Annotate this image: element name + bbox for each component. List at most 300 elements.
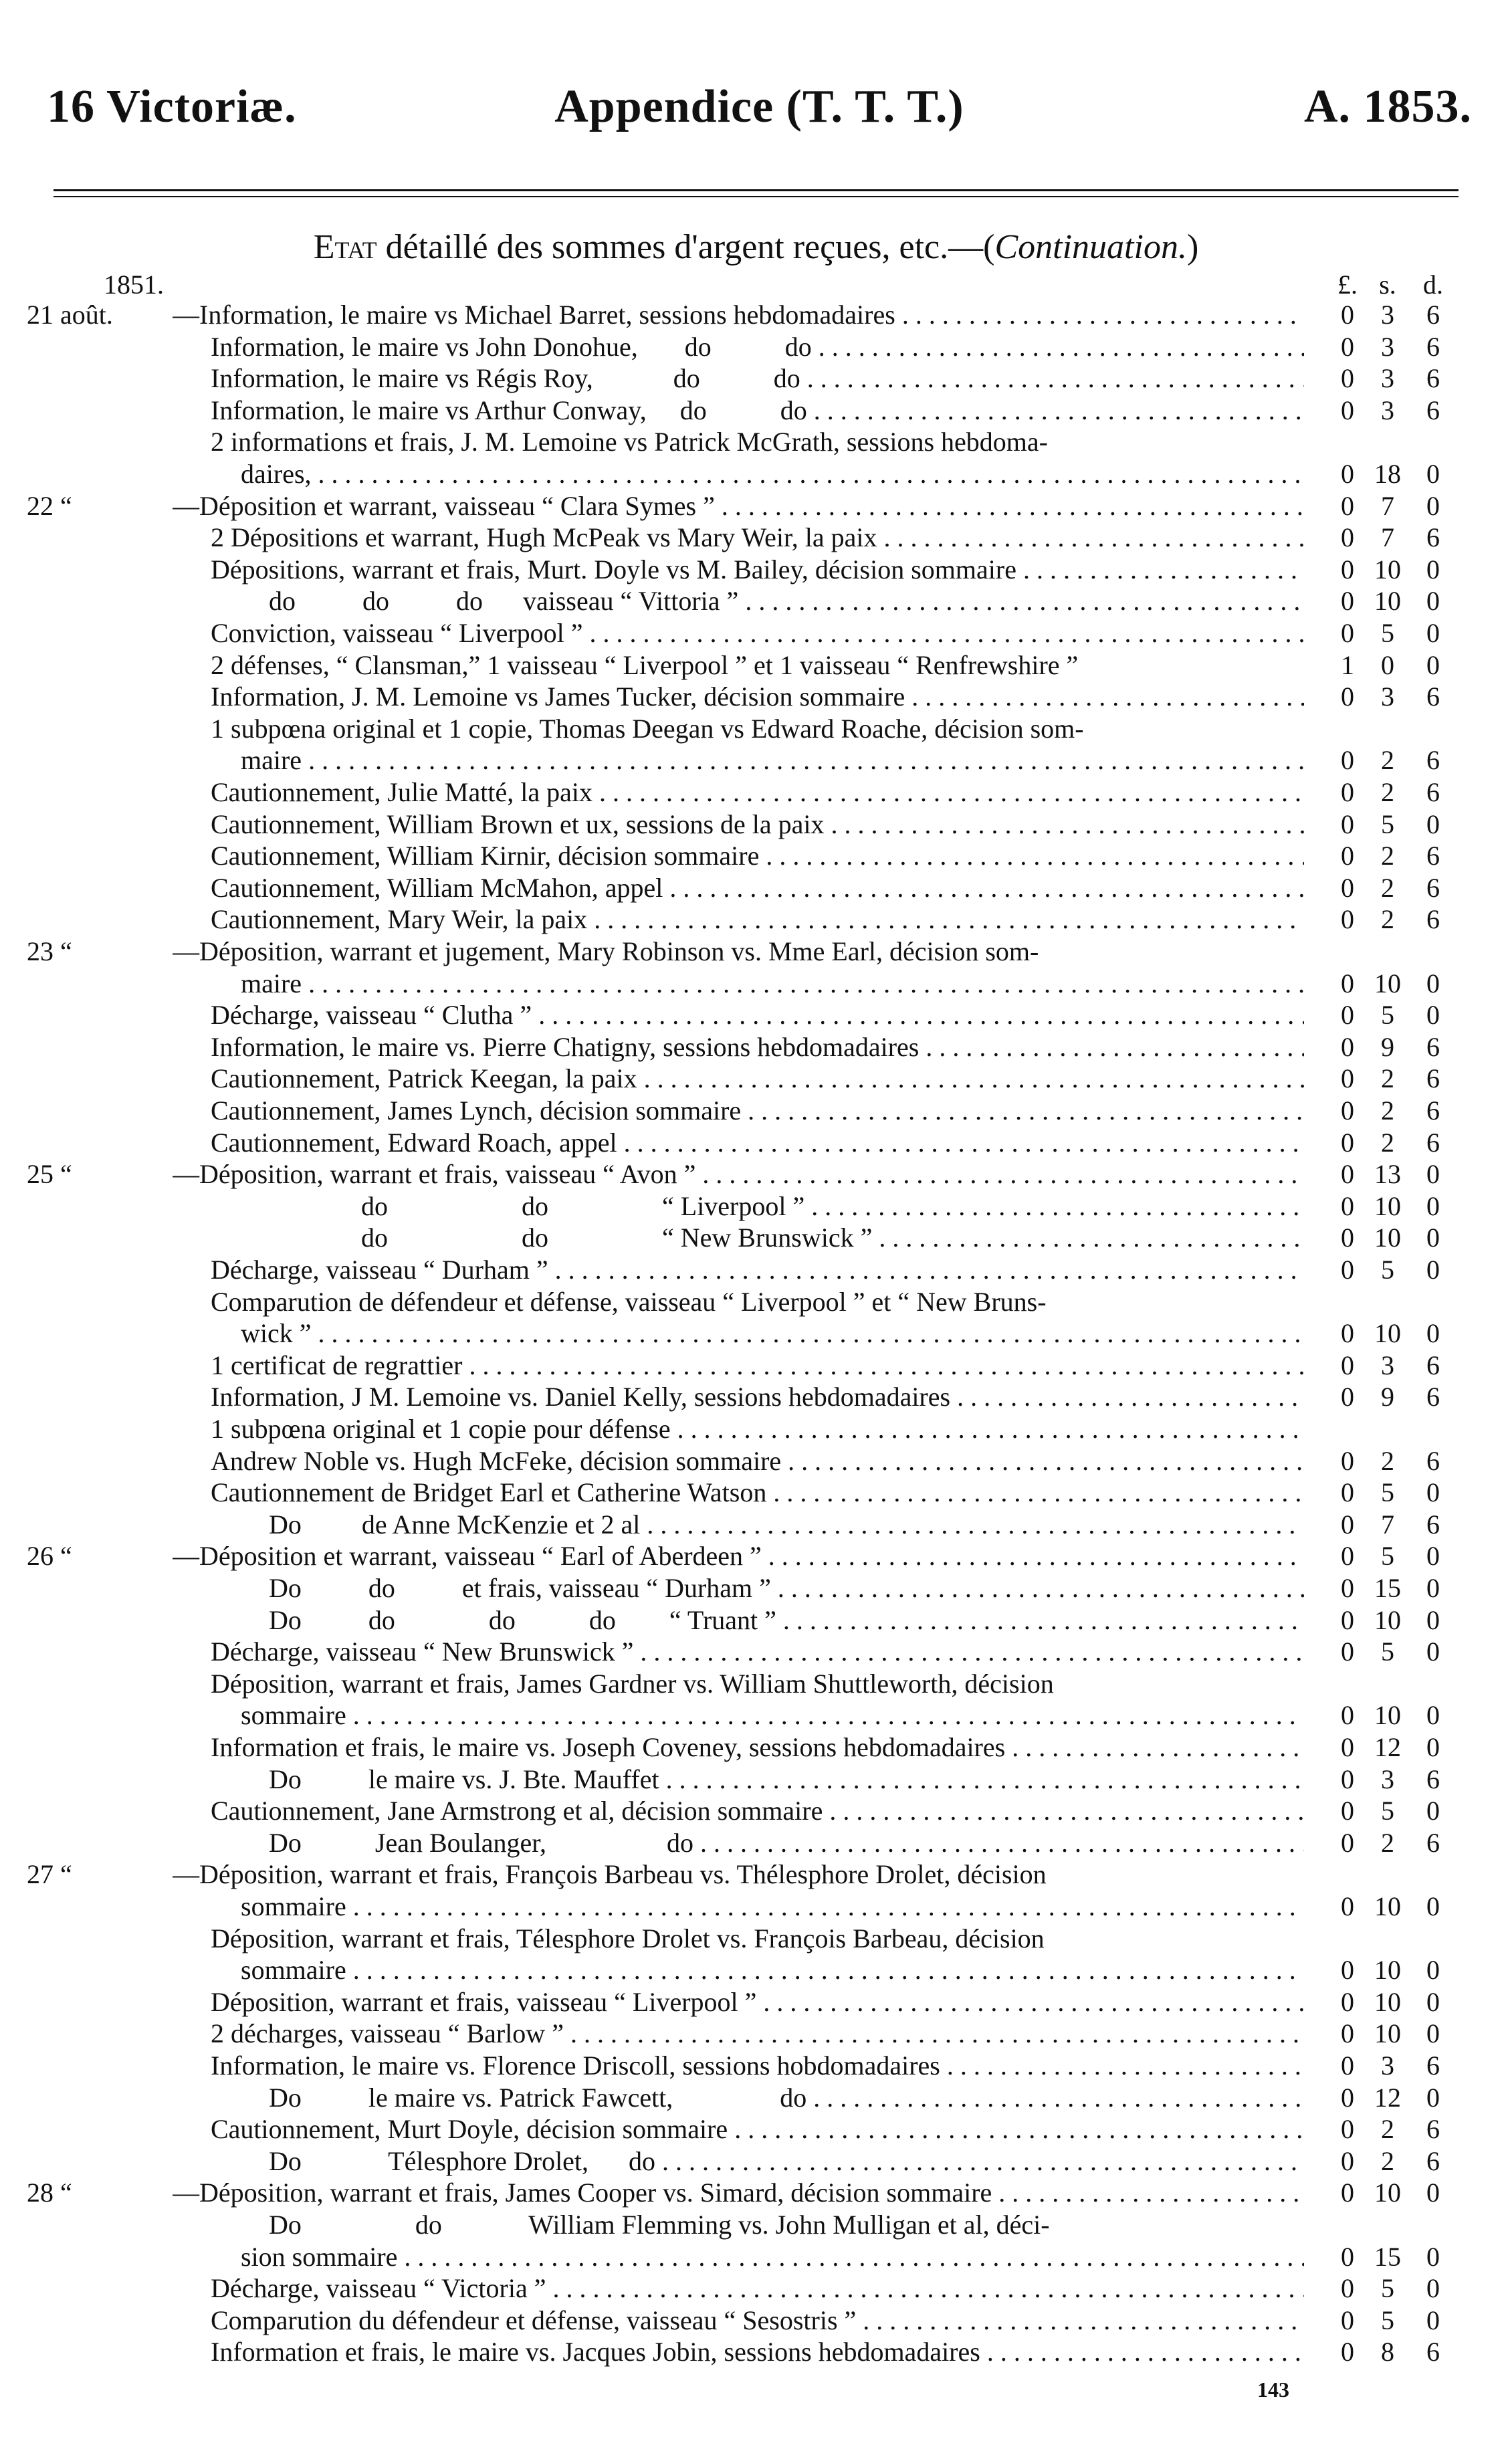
entry-amount bbox=[1327, 841, 1468, 871]
amount-shillings: 10 bbox=[1374, 968, 1401, 998]
ledger-row bbox=[0, 1191, 1512, 1222]
amount-shillings: 9 bbox=[1381, 1031, 1394, 1062]
ledger-row bbox=[0, 1573, 1512, 1604]
entry-description bbox=[269, 586, 1304, 617]
ledger-row bbox=[0, 1764, 1512, 1795]
entry-text: daires, bbox=[241, 459, 312, 489]
entry-amount bbox=[1327, 2337, 1468, 2367]
entry-text: —Déposition, warrant et jugement, Mary Robinson vs. Mme Earl, décision som- bbox=[173, 936, 1039, 966]
entry-amount bbox=[1327, 1095, 1468, 1126]
amount-shillings: 10 bbox=[1374, 1318, 1401, 1349]
entry-text: Cautionnement, Edward Roach, appel bbox=[211, 1127, 617, 1158]
amount-shillings: 0 bbox=[1381, 649, 1394, 680]
title-etat: Etat bbox=[313, 228, 377, 266]
entry-description bbox=[211, 1636, 1304, 1667]
entry-text: do do do vaisseau “ Vittoria ” bbox=[269, 586, 739, 617]
amount-pounds: 0 bbox=[1341, 681, 1354, 712]
ledger-row bbox=[0, 1891, 1512, 1922]
entry-amount bbox=[1327, 2050, 1468, 2081]
entry-description bbox=[211, 618, 1304, 649]
entry-text: —Déposition, warrant et frais, James Cooper vs. Simard, décision sommaire bbox=[173, 2178, 992, 2208]
amount-pounds: 0 bbox=[1341, 1031, 1354, 1062]
amount-shillings: 10 bbox=[1374, 586, 1401, 617]
ledger-row bbox=[0, 1287, 1512, 1317]
ledger-row bbox=[0, 1669, 1512, 1699]
entry-amount bbox=[1327, 2146, 1468, 2177]
entry-amount bbox=[1327, 1828, 1468, 1859]
amount-pounds: 0 bbox=[1341, 1636, 1354, 1667]
amount-shillings: 2 bbox=[1381, 904, 1394, 935]
entry-description bbox=[211, 1128, 1304, 1158]
amount-pence: 0 bbox=[1426, 1000, 1440, 1031]
entry-description bbox=[211, 1987, 1304, 2018]
entry-description bbox=[211, 1255, 1304, 1285]
entry-text: sommaire bbox=[241, 1700, 346, 1731]
amount-shillings: 3 bbox=[1381, 1764, 1394, 1794]
entry-amount bbox=[1327, 650, 1468, 681]
ledger-row bbox=[0, 1541, 1512, 1572]
amount-pounds: 0 bbox=[1341, 777, 1354, 807]
amount-shillings: 2 bbox=[1381, 1063, 1394, 1094]
ledger-row bbox=[0, 2114, 1512, 2145]
amount-pounds: 0 bbox=[1341, 1190, 1354, 1221]
amount-pence: 6 bbox=[1426, 681, 1440, 712]
entry-description bbox=[211, 1287, 1304, 1317]
amount-shillings: 15 bbox=[1374, 2241, 1401, 2272]
ledger-row bbox=[0, 395, 1512, 426]
amount-shillings: 10 bbox=[1374, 1700, 1401, 1731]
amount-shillings: 8 bbox=[1381, 2337, 1394, 2367]
ledger-row bbox=[0, 1255, 1512, 1285]
amount-pence: 6 bbox=[1426, 1827, 1440, 1858]
amount-pounds: 0 bbox=[1341, 1000, 1354, 1031]
entry-amount bbox=[1327, 1477, 1468, 1508]
ledger-row bbox=[0, 1095, 1512, 1126]
entry-description bbox=[211, 904, 1304, 935]
amount-shillings: 10 bbox=[1374, 1955, 1401, 1986]
entry-text: Information, le maire vs. Pierre Chatigny, sessions hebdomadaires bbox=[211, 1031, 920, 1062]
amount-pounds: 0 bbox=[1341, 968, 1354, 998]
amount-pence: 0 bbox=[1426, 2082, 1440, 2113]
entry-description bbox=[241, 1891, 1304, 1922]
entry-text: 2 Dépositions et warrant, Hugh McPeak vs Mary Weir, la paix bbox=[211, 522, 877, 553]
amount-pence: 6 bbox=[1426, 872, 1440, 903]
entry-description bbox=[269, 2083, 1304, 2113]
entry-description bbox=[211, 1732, 1304, 1763]
entry-text: do do “ Liverpool ” bbox=[361, 1190, 805, 1221]
entry-text: Dépositions, warrant et frais, Murt. Doyle vs M. Bailey, décision sommaire bbox=[211, 554, 1016, 585]
entry-amount bbox=[1327, 2178, 1468, 2208]
entry-text: Cautionnement, Mary Weir, la paix bbox=[211, 904, 588, 935]
amount-shillings: 15 bbox=[1374, 1573, 1401, 1603]
amount-pounds: 0 bbox=[1341, 1986, 1354, 2017]
ledger-row bbox=[0, 2146, 1512, 2177]
entry-amount bbox=[1327, 300, 1468, 330]
amount-pounds: 0 bbox=[1341, 2050, 1354, 2081]
entry-description bbox=[211, 714, 1304, 744]
entry-description bbox=[211, 522, 1304, 553]
entry-text: 2 décharges, vaisseau “ Barlow ” bbox=[211, 2018, 564, 2049]
amount-pence: 6 bbox=[1426, 1063, 1440, 1094]
ledger-row bbox=[0, 427, 1512, 457]
ledger-row bbox=[0, 841, 1512, 871]
entry-date: 28 “ bbox=[27, 2178, 72, 2208]
entry-text: Cautionnement, James Lynch, décision sommaire bbox=[211, 1095, 742, 1126]
amount-pounds: 0 bbox=[1341, 2337, 1354, 2367]
amount-pence: 6 bbox=[1426, 2114, 1440, 2145]
ledger-row bbox=[0, 1605, 1512, 1636]
entry-description bbox=[211, 1382, 1304, 1412]
entry-text: sion sommaire bbox=[241, 2241, 398, 2272]
ledger-row bbox=[0, 777, 1512, 808]
entry-description bbox=[211, 650, 1304, 681]
amount-pence: 0 bbox=[1426, 490, 1440, 521]
amount-pence: 0 bbox=[1426, 2305, 1440, 2335]
entry-text: —Déposition, warrant et frais, François Barbeau vs. Thélesphore Drolet, décision bbox=[173, 1859, 1047, 1890]
entry-amount bbox=[1327, 1955, 1468, 1986]
entry-date: 21 août. bbox=[27, 300, 113, 330]
ledger-row bbox=[0, 1223, 1512, 1253]
entry-description bbox=[173, 491, 1304, 522]
entry-amount bbox=[1327, 1636, 1468, 1667]
ledger-row bbox=[0, 2083, 1512, 2113]
ledger-row bbox=[0, 1477, 1512, 1508]
entry-text: Décharge, vaisseau “ New Brunswick ” bbox=[211, 1636, 634, 1667]
ledger-row bbox=[0, 586, 1512, 617]
entry-text: sommaire bbox=[241, 1955, 346, 1986]
entry-text: Décharge, vaisseau “ Clutha ” bbox=[211, 1000, 532, 1031]
entry-text: Information et frais, le maire vs. Joseph Coveney, sessions hebdomadaires bbox=[211, 1732, 1006, 1762]
amount-pence: 6 bbox=[1426, 745, 1440, 776]
entry-amount bbox=[1327, 586, 1468, 617]
entry-amount bbox=[1327, 2242, 1468, 2272]
entry-text: Information et frais, le maire vs. Jacques Jobin, sessions hebdomadaires bbox=[211, 2337, 980, 2367]
amount-pounds: 0 bbox=[1341, 1700, 1354, 1731]
entry-description bbox=[211, 873, 1304, 904]
entry-text: Comparution de défendeur et défense, vaisseau “ Liverpool ” et “ New Bruns- bbox=[211, 1286, 1047, 1317]
entry-text: sommaire bbox=[241, 1891, 346, 1921]
entry-amount bbox=[1327, 1573, 1468, 1604]
entry-description bbox=[211, 777, 1304, 808]
amount-pounds: 0 bbox=[1341, 1382, 1354, 1412]
amount-shillings: 5 bbox=[1381, 618, 1394, 648]
entry-description bbox=[241, 2242, 1304, 2272]
amount-pence: 6 bbox=[1426, 1382, 1440, 1412]
entry-amount bbox=[1327, 1987, 1468, 2018]
entry-description bbox=[211, 1923, 1304, 1954]
entry-description bbox=[211, 2273, 1304, 2304]
entry-text: —Déposition, warrant et frais, vaisseau “ Avon ” bbox=[173, 1159, 696, 1190]
amount-shillings: 5 bbox=[1381, 1000, 1394, 1031]
amount-pounds: 0 bbox=[1341, 1063, 1354, 1094]
amount-pounds: 0 bbox=[1341, 522, 1354, 553]
ledger-row bbox=[0, 522, 1512, 553]
amount-pence: 6 bbox=[1426, 300, 1440, 330]
entry-amount bbox=[1327, 491, 1468, 522]
amount-shillings: 7 bbox=[1381, 1509, 1394, 1540]
amount-pounds: 0 bbox=[1341, 809, 1354, 839]
amount-pence: 6 bbox=[1426, 363, 1440, 394]
header-left: 16 Victoriæ. bbox=[47, 81, 297, 132]
amount-pence: 0 bbox=[1426, 1318, 1440, 1349]
entry-description bbox=[241, 745, 1304, 776]
entry-text: maire bbox=[241, 968, 302, 998]
entry-description bbox=[269, 1509, 1304, 1540]
entry-description bbox=[211, 1350, 1304, 1381]
entry-description bbox=[269, 1764, 1304, 1795]
amount-pounds: 0 bbox=[1341, 1159, 1354, 1190]
entry-description bbox=[173, 2178, 1304, 2208]
entry-description bbox=[269, 2146, 1304, 2177]
entry-amount bbox=[1327, 2018, 1468, 2049]
ledger-row bbox=[0, 968, 1512, 999]
entry-description bbox=[241, 459, 1304, 490]
entry-amount bbox=[1327, 332, 1468, 362]
amount-pounds: 0 bbox=[1341, 1955, 1354, 1986]
entry-amount bbox=[1327, 681, 1468, 712]
entry-description bbox=[211, 809, 1304, 840]
entry-text: do do “ New Brunswick ” bbox=[361, 1223, 873, 1253]
amount-pence: 0 bbox=[1426, 1796, 1440, 1826]
amount-pounds: 0 bbox=[1341, 1318, 1354, 1349]
entry-text: —Déposition et warrant, vaisseau “ Earl of Aberdeen ” bbox=[173, 1541, 762, 1572]
ledger-row bbox=[0, 873, 1512, 904]
entry-text: maire bbox=[241, 745, 302, 776]
amount-pounds: 0 bbox=[1341, 1732, 1354, 1762]
entry-amount bbox=[1327, 1605, 1468, 1636]
title-text: détaillé des sommes d'argent reçues, etc.—( bbox=[385, 228, 995, 266]
amount-shillings: 5 bbox=[1381, 1477, 1394, 1508]
entry-description bbox=[173, 936, 1304, 967]
amount-shillings: 10 bbox=[1374, 554, 1401, 585]
amount-pence: 0 bbox=[1426, 459, 1440, 489]
entry-text: 2 défenses, “ Clansman,” 1 vaisseau “ Liverpool ” et 1 vaisseau “ Renfrewshire ” bbox=[211, 649, 1079, 680]
ledger-row bbox=[0, 1000, 1512, 1031]
amount-shillings: 13 bbox=[1374, 1159, 1401, 1190]
ledger-row bbox=[0, 936, 1512, 967]
amount-pounds: 0 bbox=[1341, 331, 1354, 362]
entry-description bbox=[211, 2050, 1304, 2081]
ledger-row bbox=[0, 2273, 1512, 2304]
amount-shillings: 10 bbox=[1374, 1604, 1401, 1635]
entry-description bbox=[211, 1446, 1304, 1477]
entry-text: Information, le maire vs Arthur Conway, do do bbox=[211, 395, 807, 425]
ledger-row bbox=[0, 714, 1512, 744]
amount-shillings: 10 bbox=[1374, 2178, 1401, 2208]
entry-amount bbox=[1327, 2210, 1468, 2240]
ledger-row bbox=[0, 2210, 1512, 2240]
entry-description bbox=[241, 968, 1304, 999]
ledger-row bbox=[0, 1159, 1512, 1190]
entry-amount bbox=[1327, 1923, 1468, 1954]
entry-text: 1 subpœna original et 1 copie, Thomas Deegan vs Edward Roache, décision som- bbox=[211, 713, 1084, 744]
entry-text: Décharge, vaisseau “ Durham ” bbox=[211, 1255, 548, 1285]
entry-amount bbox=[1327, 1669, 1468, 1699]
ledger-row bbox=[0, 1446, 1512, 1477]
amount-shillings: 3 bbox=[1381, 363, 1394, 394]
ledger-row bbox=[0, 1955, 1512, 1986]
amount-shillings: 10 bbox=[1374, 1190, 1401, 1221]
col-pence: d. bbox=[1423, 270, 1443, 300]
entry-amount bbox=[1327, 1255, 1468, 1285]
amount-pounds: 0 bbox=[1341, 1095, 1354, 1126]
entry-description bbox=[211, 2114, 1304, 2145]
ledger-row bbox=[0, 650, 1512, 681]
amount-pence: 6 bbox=[1426, 1764, 1440, 1794]
entry-description bbox=[241, 1318, 1304, 1349]
amount-pounds: 0 bbox=[1341, 872, 1354, 903]
entry-text: Cautionnement, William McMahon, appel bbox=[211, 872, 663, 903]
amount-pence: 0 bbox=[1426, 586, 1440, 617]
amount-pence: 6 bbox=[1426, 395, 1440, 425]
entry-description bbox=[241, 1700, 1304, 1731]
amount-shillings: 5 bbox=[1381, 1796, 1394, 1826]
amount-pence: 6 bbox=[1426, 2145, 1440, 2176]
entry-description bbox=[269, 1828, 1304, 1859]
entry-description bbox=[211, 363, 1304, 394]
amount-pounds: 0 bbox=[1341, 1127, 1354, 1158]
amount-shillings: 5 bbox=[1381, 809, 1394, 839]
entry-text: —Information, le maire vs Michael Barret, sessions hebdomadaires bbox=[173, 300, 895, 330]
entry-description bbox=[211, 841, 1304, 871]
entry-description bbox=[173, 1859, 1304, 1890]
entry-amount bbox=[1327, 745, 1468, 776]
entry-text: Déposition, warrant et frais, vaisseau “ Liverpool ” bbox=[211, 1986, 757, 2017]
amount-pounds: 0 bbox=[1341, 490, 1354, 521]
amount-shillings: 10 bbox=[1374, 1223, 1401, 1253]
entry-text: Information, J. M. Lemoine vs James Tucker, décision sommaire bbox=[211, 681, 905, 712]
amount-pence: 0 bbox=[1426, 1891, 1440, 1921]
amount-pence: 6 bbox=[1426, 777, 1440, 807]
ledger-row bbox=[0, 363, 1512, 394]
amount-shillings: 2 bbox=[1381, 1827, 1394, 1858]
entry-text: Do Télesphore Drolet, do bbox=[269, 2145, 656, 2176]
amount-pounds: 0 bbox=[1341, 2082, 1354, 2113]
entry-text: Comparution du défendeur et défense, vaisseau “ Sesostris ” bbox=[211, 2305, 857, 2335]
amount-shillings: 5 bbox=[1381, 1255, 1394, 1285]
amount-pounds: 0 bbox=[1341, 841, 1354, 871]
entry-description bbox=[173, 1159, 1304, 1190]
amount-pounds: 0 bbox=[1341, 2273, 1354, 2304]
ledger-row bbox=[0, 745, 1512, 776]
amount-shillings: 3 bbox=[1381, 2050, 1394, 2081]
entry-text: Cautionnement, Patrick Keegan, la paix bbox=[211, 1063, 637, 1094]
amount-pounds: 0 bbox=[1341, 1445, 1354, 1476]
entry-amount bbox=[1327, 1541, 1468, 1572]
entry-description bbox=[211, 554, 1304, 585]
amount-pence: 0 bbox=[1426, 2241, 1440, 2272]
amount-pence: 6 bbox=[1426, 331, 1440, 362]
amount-pence: 6 bbox=[1426, 1031, 1440, 1062]
entry-text: Do le maire vs. Patrick Fawcett, do bbox=[269, 2082, 807, 2113]
entry-date: 26 “ bbox=[27, 1541, 72, 1572]
entry-amount bbox=[1327, 1159, 1468, 1190]
amount-shillings: 3 bbox=[1381, 300, 1394, 330]
amount-shillings: 2 bbox=[1381, 2114, 1394, 2145]
amount-pence: 0 bbox=[1426, 649, 1440, 680]
amount-pence: 6 bbox=[1426, 1127, 1440, 1158]
entry-description bbox=[211, 1032, 1304, 1063]
entry-description bbox=[211, 2018, 1304, 2049]
amount-pence: 0 bbox=[1426, 554, 1440, 585]
ledger-row bbox=[0, 2178, 1512, 2208]
amount-pence: 0 bbox=[1426, 1986, 1440, 2017]
ledger-row bbox=[0, 332, 1512, 362]
entry-amount bbox=[1327, 554, 1468, 585]
entry-text: 1 certificat de regrattier bbox=[211, 1350, 463, 1380]
ledger-row bbox=[0, 2337, 1512, 2367]
entry-description bbox=[241, 1955, 1304, 1986]
ledger-row bbox=[0, 1382, 1512, 1412]
entry-amount bbox=[1327, 1764, 1468, 1795]
amount-shillings: 18 bbox=[1374, 459, 1401, 489]
amount-shillings: 2 bbox=[1381, 872, 1394, 903]
entry-text: Décharge, vaisseau “ Victoria ” bbox=[211, 2273, 546, 2304]
entry-text: Conviction, vaisseau “ Liverpool ” bbox=[211, 618, 583, 648]
amount-pounds: 0 bbox=[1341, 2018, 1354, 2049]
entry-text: Do de Anne McKenzie et 2 al bbox=[269, 1509, 641, 1540]
entry-text: 1 subpœna original et 1 copie pour défense bbox=[211, 1414, 671, 1444]
ledger-row bbox=[0, 1796, 1512, 1826]
entry-description bbox=[269, 2210, 1304, 2240]
amount-shillings: 12 bbox=[1374, 1732, 1401, 1762]
entry-description bbox=[211, 2337, 1304, 2367]
amount-pounds: 0 bbox=[1341, 1255, 1354, 1285]
amount-shillings: 2 bbox=[1381, 1445, 1394, 1476]
entry-amount bbox=[1327, 1382, 1468, 1412]
ledger-row bbox=[0, 1987, 1512, 2018]
amount-shillings: 9 bbox=[1381, 1382, 1394, 1412]
entry-amount bbox=[1327, 1318, 1468, 1349]
entry-date: 22 “ bbox=[27, 490, 72, 521]
col-shillings: s. bbox=[1379, 270, 1396, 300]
amount-pence: 0 bbox=[1426, 1541, 1440, 1572]
amount-shillings: 2 bbox=[1381, 2145, 1394, 2176]
entry-text: Andrew Noble vs. Hugh McFeke, décision sommaire bbox=[211, 1445, 782, 1476]
entry-text: Do do et frais, vaisseau “ Durham ” bbox=[269, 1573, 771, 1603]
entry-amount bbox=[1327, 1191, 1468, 1222]
amount-shillings: 5 bbox=[1381, 2273, 1394, 2304]
entry-amount bbox=[1327, 459, 1468, 490]
amount-pounds: 0 bbox=[1341, 1827, 1354, 1858]
amount-pence: 0 bbox=[1426, 1223, 1440, 1253]
amount-pounds: 0 bbox=[1341, 1477, 1354, 1508]
amount-pounds: 0 bbox=[1341, 1509, 1354, 1540]
amount-pence: 0 bbox=[1426, 2273, 1440, 2304]
entry-text: Cautionnement, William Kirnir, décision sommaire bbox=[211, 841, 760, 871]
entry-text: Do Jean Boulanger, do bbox=[269, 1827, 693, 1858]
amount-pence: 6 bbox=[1426, 1445, 1440, 1476]
amount-pounds: 0 bbox=[1341, 363, 1354, 394]
entry-description bbox=[211, 1095, 1304, 1126]
amount-pounds: 0 bbox=[1341, 2145, 1354, 2176]
ledger-row bbox=[0, 618, 1512, 649]
ledger-row bbox=[0, 1063, 1512, 1094]
ledger-row bbox=[0, 1859, 1512, 1890]
amount-shillings: 2 bbox=[1381, 1095, 1394, 1126]
amount-pence: 0 bbox=[1426, 1477, 1440, 1508]
amount-pence: 0 bbox=[1426, 1255, 1440, 1285]
entry-text: Cautionnement, Murt Doyle, décision sommaire bbox=[211, 2114, 728, 2145]
amount-pence: 0 bbox=[1426, 1955, 1440, 1986]
amount-pence: 0 bbox=[1426, 2018, 1440, 2049]
entry-date: 25 “ bbox=[27, 1159, 72, 1190]
entry-amount bbox=[1327, 1700, 1468, 1731]
amount-pence: 0 bbox=[1426, 1573, 1440, 1603]
amount-shillings: 2 bbox=[1381, 745, 1394, 776]
amount-shillings: 5 bbox=[1381, 2305, 1394, 2335]
entry-description bbox=[211, 1796, 1304, 1826]
